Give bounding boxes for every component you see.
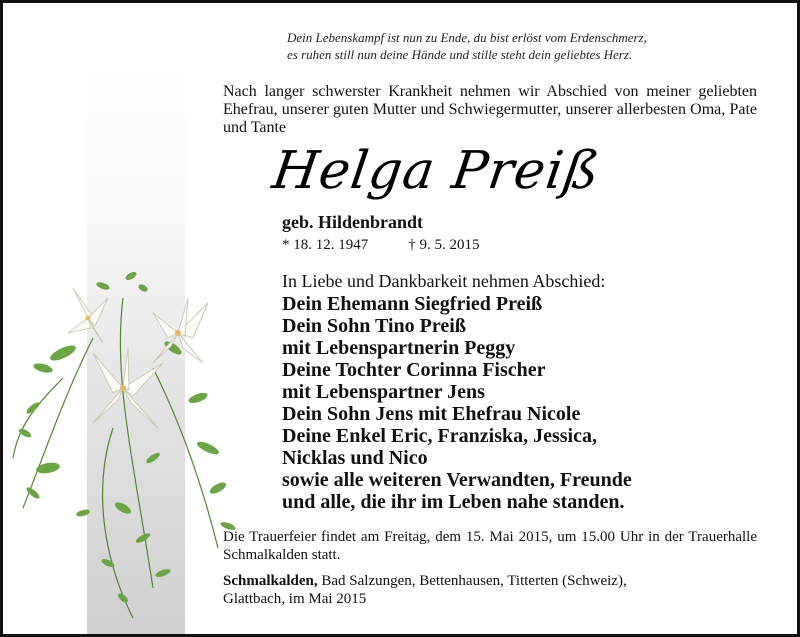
mourners-list (282, 293, 632, 513)
mourner-line: mit Lebenspartnerin Peggy (282, 337, 516, 359)
poem-line: es ruhen still nun deine Hände und stille steht dein geliebtes Herz. (287, 47, 633, 62)
mourner-line: sowie alle weiteren Verwandten, Freunde (282, 469, 632, 491)
birth-date: * 18. 12. 1947 (282, 237, 369, 253)
places-rest: Bad Salzungen, Bettenhausen, Titterten (Schweiz), (317, 573, 627, 589)
intro-text: Nach langer schwerster Krankheit nehmen wir Abschied von meiner geliebten Ehefrau, unserer guten Mutter und Schwiegermutter, unserer allerbesten Oma, Pate und Tante (223, 83, 757, 136)
death-date: † 9. 5. 2015 (408, 237, 480, 253)
mourner-line: Dein Sohn Tino Preiß (282, 315, 466, 337)
life-dates (282, 237, 480, 254)
mourner-line: Dein Ehemann Siegfried Preiß (282, 293, 543, 315)
mourner-line: Dein Sohn Jens mit Ehefrau Nicole (282, 403, 581, 425)
places-line (223, 572, 757, 590)
lily-bouquet-image (3, 258, 243, 628)
poem (287, 29, 727, 63)
mourner-line: Nicklas und Nico (282, 447, 428, 469)
mourner-line: mit Lebenspartner Jens (282, 381, 485, 403)
mourner-line: Deine Enkel Eric, Franziska, Jessica, (282, 425, 597, 447)
poem-line: Dein Lebenskampf ist nun zu Ende, du bist erlöst vom Erdenschmerz, (287, 30, 647, 45)
birth-name: geb. Hildenbrandt (282, 212, 424, 232)
place-date-line: Glattbach, im Mai 2015 (223, 591, 367, 607)
mourner-line: und alle, die ihr im Leben nahe standen. (282, 491, 625, 513)
place-main: Schmalkalden, (223, 573, 318, 589)
funeral-info: Die Trauerfeier findet am Freitag, dem 15. Mai 2015, um 15.00 Uhr in der Trauerhalle Schmalkalden statt. (223, 529, 757, 563)
deceased-name: Helga Preiß (268, 141, 604, 201)
places-and-date (223, 572, 757, 608)
mourners-intro: In Liebe und Dankbarkeit nehmen Abschied: (282, 271, 606, 291)
mourner-line: Deine Tochter Corinna Fischer (282, 359, 546, 381)
